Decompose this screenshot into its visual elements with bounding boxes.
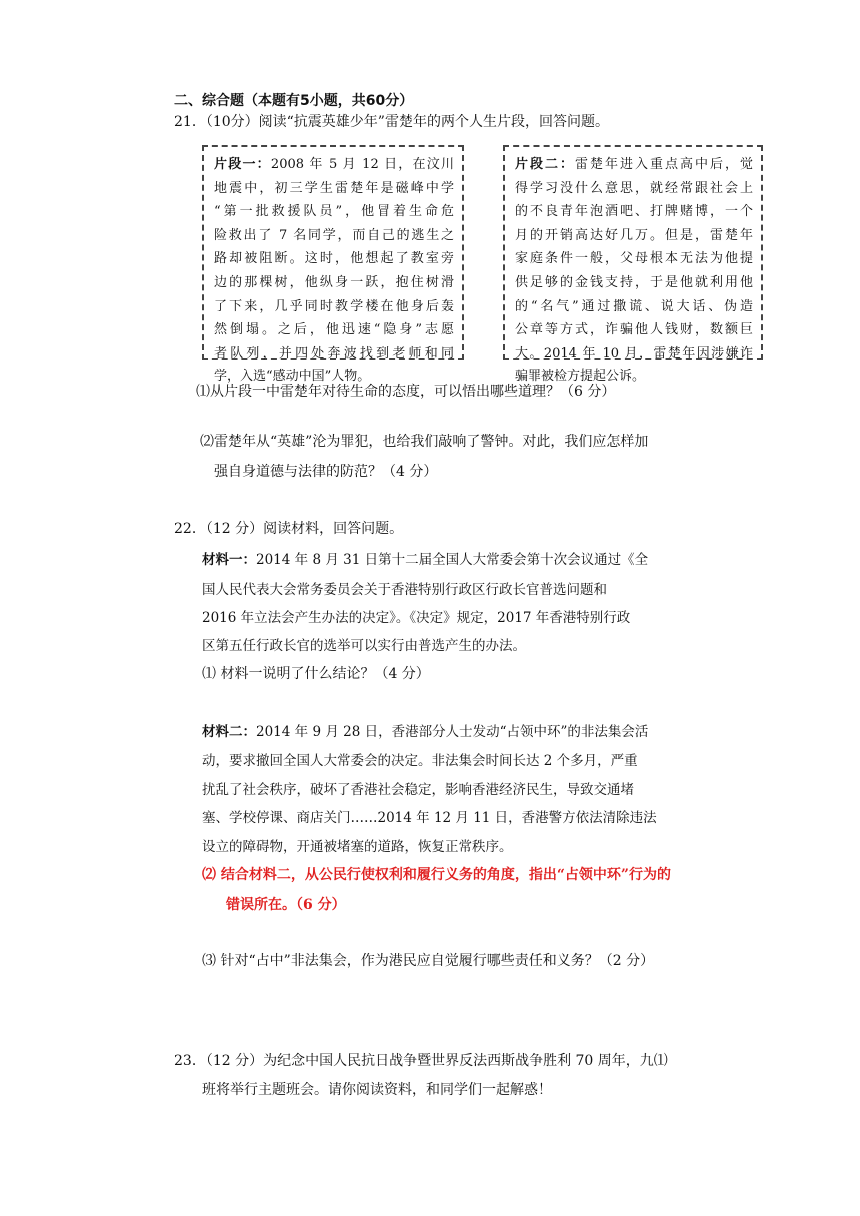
q21-stem: 21．（10分）阅读“抗震英雄少年”雷楚年的两个人生片段，回答问题。 <box>174 114 609 130</box>
material2-label: 材料二： <box>202 724 256 740</box>
material1-text: 2014 年 8 月 31 日第十二届全国人大常委会第十次会议通过《全 <box>256 552 649 568</box>
segment1-line: 边的那棵树，他纵身一跃，抱住树滑 <box>214 274 454 290</box>
segment2-line: 月的开销高达好几万。但是，雷楚年 <box>515 227 753 243</box>
material2-line: 动，要求撤回全国人大常委会的决定。非法集会时间长达 2 个多月，严重 <box>202 753 638 769</box>
segment1-line: 路却被阻断。这时，他想起了教室旁 <box>214 251 454 267</box>
q21-sub2-line2: 强自身道德与法律的防范？（4 分） <box>214 464 438 480</box>
segment1-line: 了下来，几乎同时教学楼在他身后轰 <box>214 298 454 314</box>
material1-line: 国人民代表大会常务委员会关于香港特别行政区行政长官普选问题和 <box>202 582 607 598</box>
segment2-line: 公章等方式，诈骗他人钱财，数额巨 <box>515 322 753 338</box>
q22-stem: 22．（12 分）阅读材料，回答问题。 <box>174 521 404 537</box>
segment1-line: 学，入选“感动中国”人物。 <box>214 369 371 385</box>
material2-text: 2014 年 9 月 28 日，香港部分人士发动“占领中环”的非法集会活 <box>256 724 649 740</box>
segment2-label: 片段二： <box>515 157 575 172</box>
material1-line <box>202 548 648 568</box>
segment1-line: 地震中，初三学生雷楚年是磁峰中学 <box>214 180 454 196</box>
material1-line: 区第五任行政长官的选举可以实行由普选产生的办法。 <box>202 638 526 654</box>
q22-sub1: ⑴ 材料一说明了什么结论？（4 分） <box>202 666 430 682</box>
segment2-line: 的“名气”通过撒谎、说大话、伪造 <box>515 298 753 314</box>
q23-line1: 23．（12 分）为纪念中国人民抗日战争暨世界反法西斯战争胜利 70 周年，九⑴ <box>174 1053 668 1069</box>
q22-sub3: ⑶ 针对“占中”非法集会，作为港民应自觉履行哪些责任和义务？（2 分） <box>202 953 655 969</box>
segment1-line: 然倒塌。之后，他迅速“隐身”志愿 <box>214 322 454 338</box>
material2-line <box>202 720 648 740</box>
segment2-line: 雷楚年进入重点高中后，觉 <box>575 157 753 172</box>
segment2-line: 家庭条件一般，父母根本无法为他提 <box>515 251 753 267</box>
segment1-line: 2008 年 5 月 12 日，在汶川 <box>270 157 454 172</box>
segment2-line: 的不良青年泡酒吧、打牌赌博，一个 <box>515 204 753 220</box>
material1-line: 2016 年立法会产生办法的决定》。《决定》规定，2017 年香港特别行政 <box>202 610 631 626</box>
material2-line: 设立的障碍物，开通被堵塞的道路，恢复正常秩序。 <box>202 839 513 855</box>
segment1-box <box>202 145 464 385</box>
segment2-line: 供足够的金钱支持，于是他就利用他 <box>515 274 753 290</box>
segment1-label: 片段一： <box>214 157 271 172</box>
material2-line: 扰乱了社会秩序，破坏了香港社会稳定，影响香港经济民生，导致交通堵 <box>202 782 634 798</box>
q21-sub2-line1: ⑵雷楚年从“英雄”沦为罪犯，也给我们敲响了警钟。对此，我们应怎样加 <box>200 434 649 450</box>
material2-line: 塞、学校停课、商店关门……2014 年 12 月 11 日，香港警方依法清除违法 <box>202 810 657 826</box>
segment2-line: 骗罪被检方提起公诉。 <box>515 369 646 385</box>
segment1-line: 险救出了 7 名同学，而自己的逃生之 <box>214 227 454 243</box>
q22-sub2-line2: 错误所在。（6 分） <box>226 897 346 913</box>
segment2-line: 得学习没什么意思，就经常跟社会上 <box>515 180 753 196</box>
segment1-line: “第一批救援队员”，他冒着生命危 <box>214 204 454 220</box>
segment2-box <box>503 145 763 385</box>
segment2-line: 大。2014 年 10 月，雷楚年因涉嫌诈 <box>515 345 753 361</box>
q23-line2: 班将举行主题班会。请你阅读资料，和同学们一起解惑！ <box>202 1082 552 1098</box>
segment1-line: 者队列，并四处奔波找到老师和同 <box>214 345 454 361</box>
material1-label: 材料一： <box>202 552 256 568</box>
q21-sub1: ⑴从片段一中雷楚年对待生命的态度，可以悟出哪些道理？（6 分） <box>196 384 616 400</box>
section-title: 二、综合题（本题有5小题，共60分） <box>174 93 414 109</box>
q22-sub2-line1: ⑵ 结合材料二，从公民行使权利和履行义务的角度，指出“占领中环”行为的 <box>202 867 671 883</box>
